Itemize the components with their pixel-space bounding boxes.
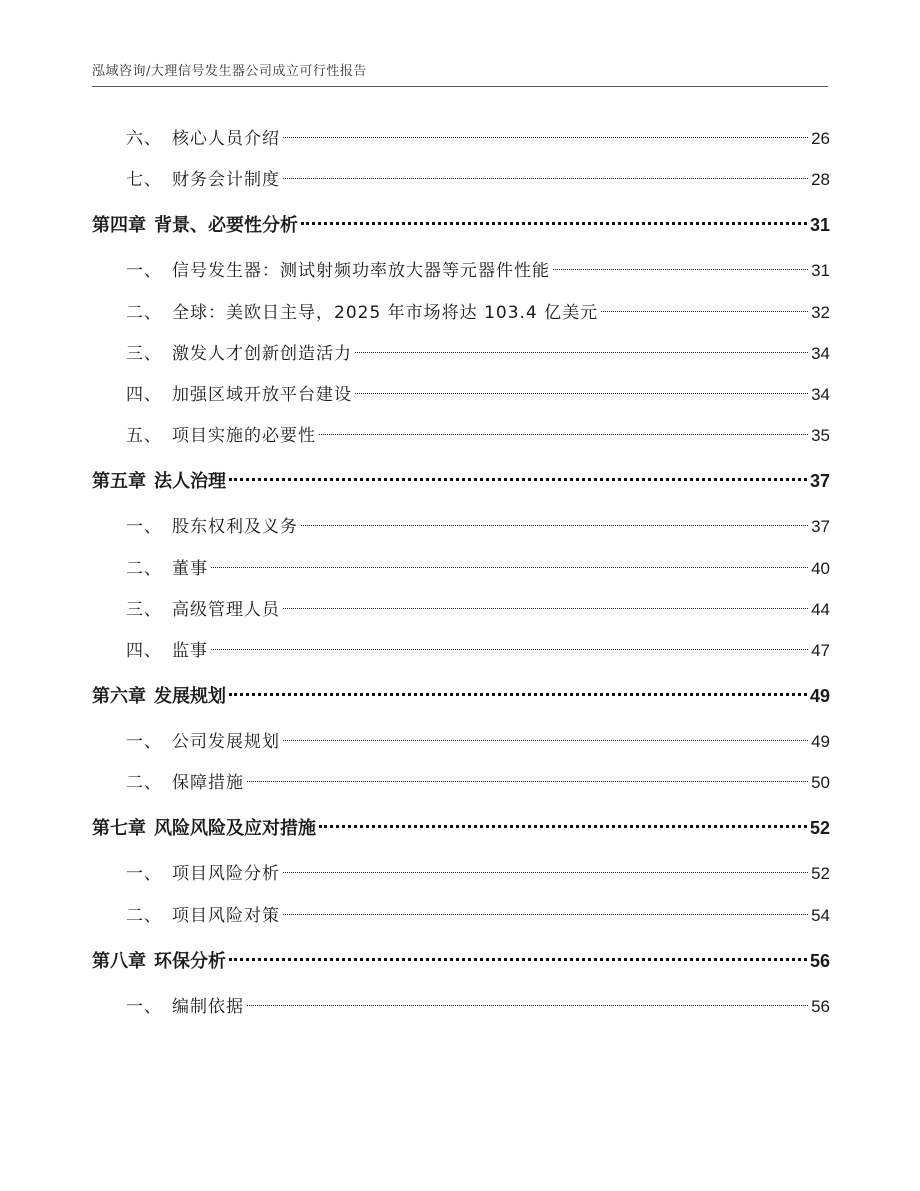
- dot-leader: [355, 352, 808, 353]
- toc-entry-number: 四、: [126, 640, 162, 661]
- toc-entry-number: 一、: [126, 517, 162, 538]
- toc-entry-page: 26: [811, 129, 830, 148]
- toc-entry-page: 40: [811, 558, 830, 578]
- toc-entry[interactable]: [92, 589, 830, 630]
- toc-entry-page: 34: [811, 343, 830, 363]
- toc-chapter[interactable]: [92, 936, 830, 986]
- toc-entry-number: 一、: [126, 732, 162, 753]
- toc-entry[interactable]: [92, 292, 830, 333]
- toc-entry-title: 项目风险对策: [172, 905, 280, 926]
- toc-entry-title: 项目风险分析: [172, 864, 280, 885]
- toc-entry[interactable]: [92, 853, 830, 894]
- toc-entry-number: 六、: [126, 129, 162, 149]
- toc-chapter-page: 49: [809, 686, 830, 707]
- toc-entry-page: 37: [811, 517, 830, 537]
- dot-leader: [211, 649, 808, 650]
- toc-entry-page: 47: [811, 640, 830, 660]
- toc-entry-page: 34: [811, 384, 830, 404]
- toc-chapter-number: 第七章: [92, 818, 146, 840]
- toc-chapter-page: 31: [809, 215, 830, 236]
- toc-entry[interactable]: [92, 333, 830, 374]
- dot-leader: [283, 137, 808, 138]
- toc-entry-number: 一、: [126, 261, 162, 282]
- toc-chapter-page: 56: [809, 950, 830, 971]
- toc-entry-number: 四、: [126, 384, 162, 405]
- toc-entry[interactable]: [92, 762, 830, 803]
- table-of-contents: [92, 118, 830, 1027]
- toc-entry-title: 项目实施的必要性: [172, 426, 316, 447]
- toc-entry-page: 44: [811, 599, 830, 619]
- toc-chapter[interactable]: [92, 671, 830, 721]
- toc-chapter-title: 发展规划: [154, 686, 226, 708]
- toc-entry-page: 35: [811, 426, 830, 446]
- dot-leader: [211, 567, 808, 568]
- toc-entry-number: 一、: [126, 996, 162, 1017]
- dot-leader: [553, 269, 808, 270]
- toc-entry-title: 激发人才创新创造活力: [172, 343, 352, 364]
- toc-chapter[interactable]: [92, 803, 830, 853]
- toc-entry[interactable]: [92, 548, 830, 589]
- toc-entry-number: 二、: [126, 905, 162, 926]
- toc-entry-title: 公司发展规划: [172, 732, 280, 753]
- toc-chapter-number: 第五章: [92, 471, 146, 493]
- toc-entry-number: 七、: [126, 170, 162, 191]
- dot-leader: [301, 222, 807, 225]
- dot-leader: [229, 693, 807, 696]
- toc-entry-number: 二、: [126, 773, 162, 794]
- toc-entry-page: 52: [811, 864, 830, 884]
- toc-entry-title: 财务会计制度: [172, 170, 280, 191]
- toc-chapter-number: 第四章: [92, 215, 146, 237]
- dot-leader: [229, 958, 807, 961]
- toc-chapter-title: 风险风险及应对措施: [154, 818, 316, 840]
- dot-leader: [283, 178, 808, 179]
- toc-entry[interactable]: [92, 986, 830, 1027]
- toc-entry-title: 保障措施: [172, 773, 244, 794]
- toc-chapter-number: 第八章: [92, 950, 146, 972]
- toc-entry[interactable]: [92, 250, 830, 291]
- toc-entry-page: 28: [811, 170, 830, 190]
- page-header: 泓域咨询/大理信号发生器公司成立可行性报告: [92, 64, 367, 79]
- toc-entry[interactable]: [92, 159, 830, 200]
- dot-leader: [229, 478, 807, 481]
- toc-entry-title: 信号发生器：测试射频功率放大器等元器件性能: [172, 261, 550, 282]
- toc-entry-number: 三、: [126, 599, 162, 620]
- toc-chapter-title: 法人治理: [154, 471, 226, 493]
- toc-chapter-title: 环保分析: [154, 950, 226, 972]
- dot-leader: [247, 781, 808, 782]
- dot-leader: [601, 311, 808, 312]
- toc-entry-page: 31: [811, 261, 830, 281]
- toc-entry[interactable]: [92, 118, 830, 159]
- dot-leader: [283, 740, 808, 741]
- toc-entry-title: 核心人员介绍: [172, 129, 280, 149]
- toc-entry-title: 股东权利及义务: [172, 517, 298, 538]
- toc-chapter-page: 52: [809, 818, 830, 839]
- dot-leader: [247, 1005, 808, 1006]
- toc-entry-page: 49: [811, 732, 830, 752]
- toc-entry-title: 全球：美欧日主导，2025 年市场将达 103.4 亿美元: [172, 302, 599, 323]
- dot-leader: [283, 872, 808, 873]
- toc-entry[interactable]: [92, 630, 830, 671]
- toc-chapter-number: 第六章: [92, 686, 146, 708]
- toc-entry[interactable]: [92, 374, 830, 415]
- toc-entry-title: 加强区域开放平台建设: [172, 384, 352, 405]
- dot-leader: [319, 825, 807, 828]
- toc-entry-number: 三、: [126, 343, 162, 364]
- toc-entry[interactable]: [92, 506, 830, 547]
- toc-entry-number: 五、: [126, 426, 162, 447]
- toc-entry[interactable]: [92, 415, 830, 456]
- toc-chapter-title: 背景、必要性分析: [154, 215, 298, 237]
- toc-entry-page: 50: [811, 773, 830, 793]
- toc-entry-title: 监事: [172, 640, 208, 661]
- toc-entry-number: 二、: [126, 558, 162, 579]
- dot-leader: [283, 608, 808, 609]
- toc-chapter[interactable]: [92, 456, 830, 506]
- toc-entry-number: 二、: [126, 302, 162, 323]
- dot-leader: [301, 525, 808, 526]
- toc-chapter[interactable]: [92, 200, 830, 250]
- dot-leader: [283, 914, 808, 915]
- header-divider: [92, 86, 828, 87]
- toc-entry[interactable]: [92, 721, 830, 762]
- toc-entry-title: 董事: [172, 558, 208, 579]
- toc-entry-page: 54: [811, 905, 830, 925]
- dot-leader: [319, 434, 808, 435]
- toc-entry-page: 56: [811, 996, 830, 1016]
- toc-chapter-page: 37: [809, 471, 830, 492]
- toc-entry-page: 32: [811, 302, 830, 322]
- toc-entry-title: 高级管理人员: [172, 599, 280, 620]
- toc-entry-number: 一、: [126, 864, 162, 885]
- toc-entry[interactable]: [92, 895, 830, 936]
- dot-leader: [355, 393, 808, 394]
- toc-entry-title: 编制依据: [172, 996, 244, 1017]
